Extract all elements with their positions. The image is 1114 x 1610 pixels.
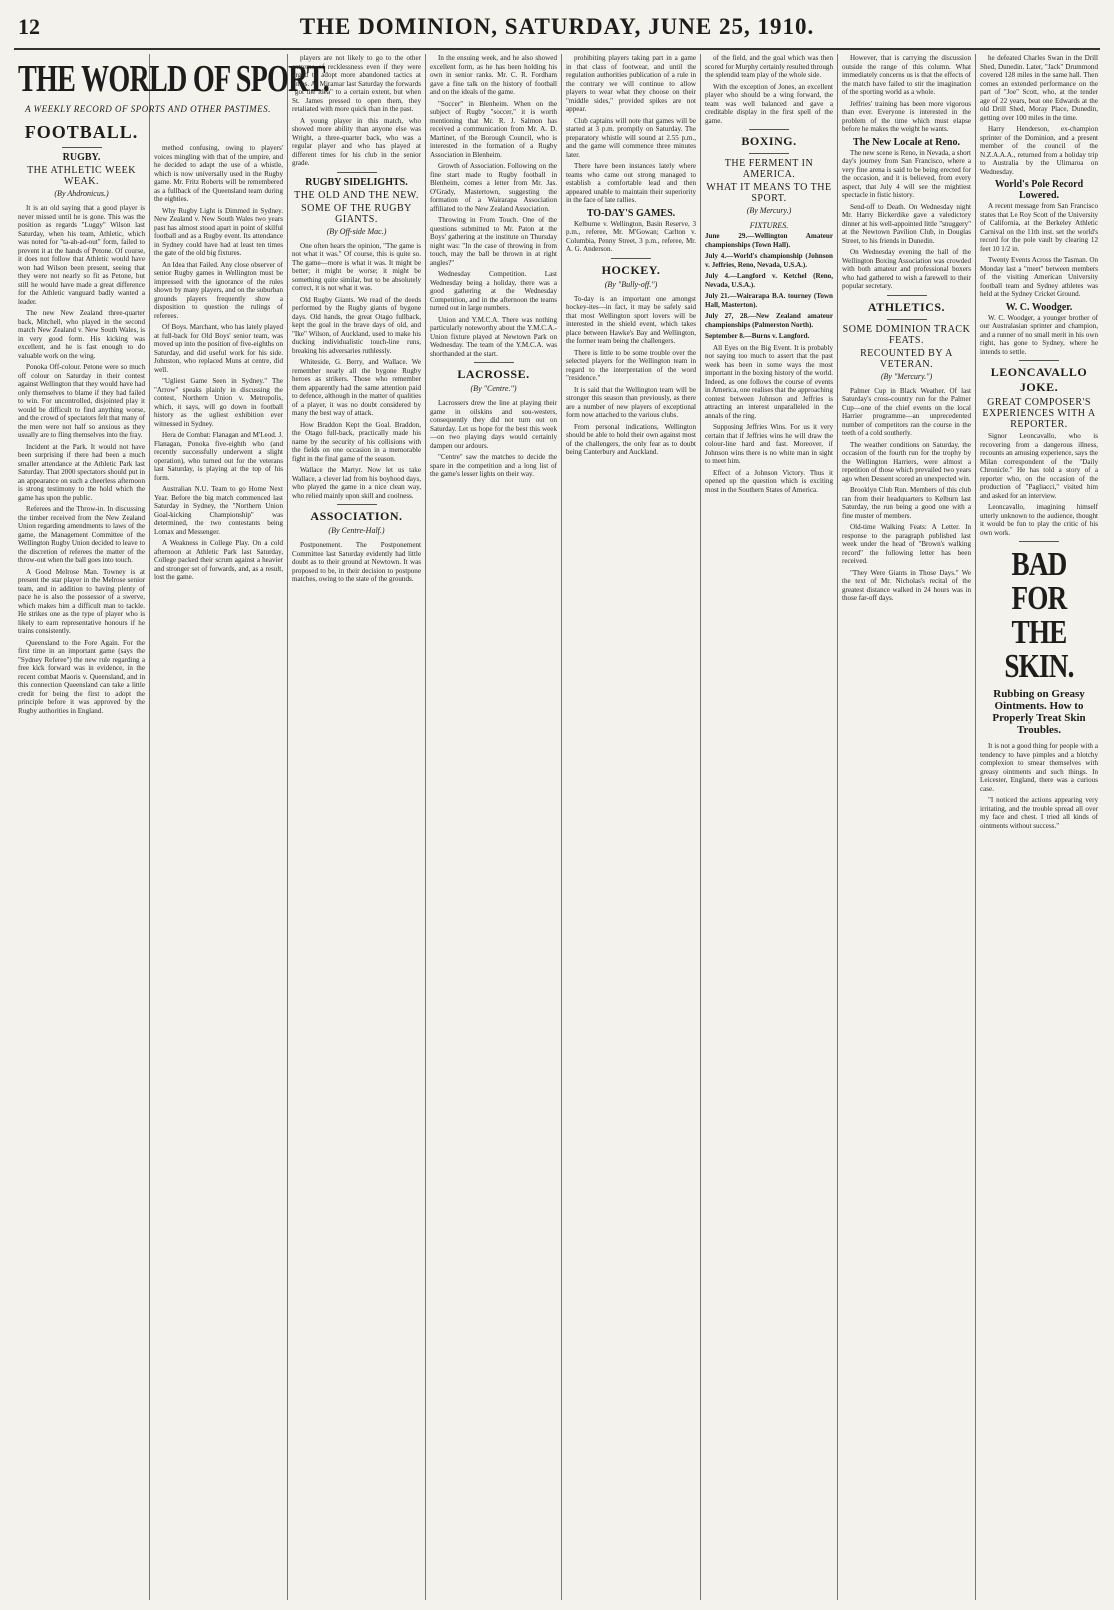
athletics-byline: (By "Mercury.") bbox=[880, 371, 933, 381]
lacrosse-heading: LACROSSE. bbox=[457, 367, 530, 381]
athletics-heading: ATHLETICS. bbox=[867, 299, 946, 314]
article-paragraph: "Ugliest Game Seen in Sydney." The "Arrow" speaks plainly in discussing the contest, Northern Union v. Metropolis, which, it says, will go down in football history as the ugliest exhibition ever witnessed in Sydney. bbox=[154, 377, 283, 428]
athletics-sub2: RECOUNTED BY A VETERAN. bbox=[860, 347, 953, 370]
article-paragraph: he defeated Charles Swan in the Drill Shed, Dunedin. Later, "Jack" Drummond covered 128 miles in the same hall. Then comes an extended performance on the part of "Joe" Scott, who, at the tender age of 22 years, beat one Edwards at the old Drill Shed, Moray Place, Dunedin, getting over 100 miles in the time. bbox=[980, 54, 1098, 122]
page-number: 12 bbox=[18, 14, 40, 39]
skin-heading: BAD FOR THE SKIN. bbox=[1004, 546, 1074, 685]
column-3 bbox=[288, 54, 425, 1602]
article-paragraph: Union and Y.M.C.A. There was nothing particularly noteworthy about the Y.M.C.A.-Union fixture played at Newtown Park on Wednesday. The team of the Y.M.C.A. was shorthanded at the start. bbox=[430, 315, 557, 358]
article-paragraph: Growth of Association. Following on the fine start made to Rugby football in Blenheim, comes a letter from Mr. Jas. O'Grady, Mastertown, suggesting the formation of a Wairarapa Association affiliated to the New Zealand Association. bbox=[430, 162, 557, 213]
article-paragraph: players are not likely to go to the other extreme of recklessness even if they were urged to adopt more abandoned tactics at times. At Miramar last Saturday the forwards "got the idea" to a certain extent, but when St. James pressed to open them, they retaliated with more quick than in the past. bbox=[292, 54, 421, 113]
article-paragraph: "Soccer" in Blenheim. When on the subject of Rugby "soccer," it is worth mentioning that Mr. R. J. Salmon has received a communication from Mr. A. D. Martinet, of the Borough Council, who is interested in the formation of a Rugby Association in Blenheim. bbox=[430, 99, 557, 159]
column-4 bbox=[426, 54, 561, 1602]
article-paragraph: Old-time Walking Feats: A Letter. In response to the paragraph published last week under the head of "Brown's walking record" the following letter has been received. bbox=[842, 523, 971, 565]
leoncavallo-heading: LEONCAVALLO JOKE. bbox=[990, 365, 1088, 394]
article-paragraph: Throwing in From Touch. One of the questions submitted to Mr. Paton at the Boys' gathering at the institute on Thursday night was: "In the case of throwing in from touch, may the ball be thrown in at right angles?" bbox=[430, 216, 557, 267]
article-paragraph: Twenty Events Across the Tasman. On Monday last a "meet" between members of the visiting American University football team and Sydney athletes was held at the Sydney Cricket Ground. bbox=[980, 256, 1098, 298]
article-paragraph: A Good Melrose Man. Towney is at present the star player in the Melrose senior team, and in addition to having plenty of pace he is also the possessor of a swerve, which makes him a difficult man to tackle. He strikes one as the type of player who is likely to earn representative honours if he trains consistently. bbox=[18, 567, 145, 635]
sidelights-sub2: SOME OF THE RUGBY GIANTS. bbox=[301, 202, 412, 225]
woodger-heading: W. C. Woodger. bbox=[1005, 301, 1073, 313]
todays-games-heading: TO-DAY'S GAMES. bbox=[586, 207, 676, 219]
article-paragraph: prohibiting players taking part in a game in that class of footwear, and until the regulation authorities publication of a rule in the contrary we will continue to allow players to wear what they choose on their "middle sides," provided spikes are not appear. bbox=[566, 54, 696, 113]
hockey-byline: (By "Bully-off.") bbox=[604, 279, 658, 289]
world-of-sport-subtitle: A WEEKLY RECORD OF SPORTS AND OTHER PASTIMES. bbox=[25, 104, 271, 114]
article-paragraph: Supposing Jeffries Wins. For us it very certain that if Jeffries wins he will draw the colour-line hard and fast. Moreover, if Johnson wins there is no white man in sight to meet him. bbox=[705, 423, 833, 465]
article-paragraph: Brooklyn Club Run. Members of this club ran from their headquarters to Kelburn last Saturday, the run being a good one with a fine muster of members. bbox=[842, 486, 971, 520]
column-2 bbox=[150, 54, 287, 1602]
article-paragraph: Wallace the Martyr. Now let us take Wallace, a clever lad from his boyhood days, who played the game in a nice clean way, who relied mainly upon skill and coolness. bbox=[292, 466, 421, 500]
article-paragraph: Leoncavallo, imagining himself utterly unknown to the audience, thought it would be fun to play the critic of his own work. bbox=[980, 503, 1098, 537]
article-paragraph: Club captains will note that games will be started at 3 p.m. promptly on Saturday. The preparatory whistle will sound at 2.55 p.m., and the game will commence three minutes later. bbox=[566, 116, 696, 159]
article-paragraph: There have been instances lately where teams who came out strong managed to establish a comfortable lead and then appeared unable to maintain their superiority in the face of late rallies. bbox=[566, 162, 696, 204]
fixture-item: June 29.—Wellington Amateur championships (Town Hall). bbox=[705, 232, 833, 249]
article-paragraph: It is an old saying that a good player is never missed until he is gone. This was the position as regards "Luggy" Wilson last Saturday, when his team, Athletic, which was noted for "ta-ah-ad-out" form, failed to prevent it at the hands of Petone. Of course, it does not follow that Athletic would have won had Wilson been present, seeing that they were not nearly so fit as Petone, but still he would have made a great difference for the Athletic vanguard badly wanted a leader. bbox=[18, 204, 145, 306]
column-6 bbox=[701, 54, 837, 1602]
article-paragraph: It is said that the Wellington team will be stronger this season than previously, as there are a number of new players of exceptional form now attached to the various clubs. bbox=[566, 385, 696, 419]
boxing-sub2: WHAT IT MEANS TO THE SPORT. bbox=[706, 182, 832, 204]
fixture-item: September 8.—Burns v. Langford. bbox=[705, 332, 810, 340]
reno-heading: The New Locale at Reno. bbox=[853, 136, 960, 148]
boxing-sub: THE FERMENT IN AMERICA. bbox=[724, 158, 814, 180]
article-paragraph: Effect of a Johnson Victory. Thus it opened up the question which is exciting most in the Southern States of America. bbox=[705, 468, 833, 494]
article-paragraph: How Braddon Kept the Goal. Braddon, the Otago full-back, practically made his name by the security of his collisions with the fields on one occasion in a memorable fight in the final game of the season. bbox=[292, 420, 421, 463]
article-paragraph: Old Rugby Giants. We read of the deeds performed by the Rugby giants of bygone days. Old hands, the great Otago fullback, kept the goal in the brave days of old, and "Ike" Wilson, of Auckland, used to make his ducking individualistic touch-line runs, breaking his adversaries ruthlessly. bbox=[292, 295, 421, 355]
article-paragraph: Wednesday Competition. Last Wednesday being a holiday, there was a good gathering at the Wednesday Competition, and in the afternoon the teams turned out in large numbers. bbox=[430, 270, 557, 312]
article-paragraph: "I noticed the actions appearing very irritating, and the trouble spread all over my face and chest. I tried all kinds of ointments without success." bbox=[980, 796, 1098, 830]
article-paragraph: On Wednesday evening the hall of the Wellington Boxing Association was crowded with both amateur and professional boxers who had gathered to wish a farewell to their popular secretary. bbox=[842, 248, 971, 290]
article-paragraph: Australian N.U. Team to go Home Next Year. Before the big match commenced last Saturday in Sydney, the "Northern Union Goal-kicking Championship" was determined, the two contestants being Lomax and Messenger. bbox=[154, 485, 283, 536]
article-paragraph: "Centre" saw the matches to decide the spare in the competition and a long list of the game's lesser lights on their way. bbox=[430, 453, 557, 478]
article-paragraph: To-day is an important one amongst hockey-ites—in fact, it may be safely said that most Wellington sport lovers will be interested in the shield event, which takes place between Hawke's Bay and Wellington, the former team being the challengers. bbox=[566, 294, 696, 345]
fixture-item: July 21.—Wairarapa B.A. tourney (Town Hall, Masterton). bbox=[705, 292, 833, 309]
article-paragraph: In the ensuing week, and he also showed excellent form, as he has been holding his own in senior ranks. Mr. C. R. Fordham gave a fine talk on the history of football and on the ideals of the game. bbox=[430, 54, 557, 96]
article-paragraph: An Idea that Failed. Any close observer of senior Rugby games in Wellington must be impressed with the ignorance of the rules shown by many players, and on the suburban grounds players frequently show a disposition to question the rulings of referees. bbox=[154, 260, 283, 320]
article-paragraph: Of Boys. Marchant, who has lately played at full-back for Old Boys' senior team, was moved up into the position of five-eighths on Saturday, and did useful work for his side. Johnston, who replaced Muns at centre, did well. bbox=[154, 323, 283, 374]
article-paragraph: It is not a good thing for people with a tendency to have pimples and a blotchy complexion to smear themselves with greasy ointments and such things. In Leicester, England, there was a curious case. bbox=[980, 742, 1098, 793]
column-5 bbox=[562, 54, 700, 1602]
column-8 bbox=[976, 54, 1102, 1602]
article-paragraph: One often hears the opinion, "The game is not what it was." Of course, this is quite so. The game—more is what it was. It might be better; it might be worse; it might be something quite similar, but to be absolutely correct, it is not what it was. bbox=[292, 241, 421, 292]
column-7 bbox=[838, 54, 975, 1602]
article-paragraph: However, that is carrying the discussion outside the range of this column. What immediately concerns us is that the effects of the match have failed to stir the imagination of the sporting world as a whole. bbox=[842, 54, 971, 96]
boxing-byline: (By Mercury.) bbox=[746, 206, 792, 215]
football-byline: (By Ahdronicus.) bbox=[54, 189, 109, 198]
association-byline: (By Centre-Half.) bbox=[328, 526, 385, 535]
article-paragraph: Jeffries' training has been more vigorous than ever. Everyone is interested in the problem of the time which must elapse before he makes the weight he wants. bbox=[842, 99, 971, 133]
article-paragraph: Queensland to the Fore Again. For the first time in an important game (says the "Sydney Referee") the new rule regarding a free kick forward was in evidence, in the recent combat Maoris v. Queensland, and in this connection Queensland can take a little credit for being the first to adopt the principle before it was approved by the Rugby authorities in England. bbox=[18, 638, 145, 715]
article-paragraph: With the exception of Jones, an excellent player who should be a wing forward, the team was well balanced and gave a creditable display in the first spell of the game. bbox=[705, 82, 833, 125]
article-paragraph: The weather conditions on Saturday, the occasion of the fourth run for the trophy by the Wellington Harriers, were almost a repetition of those which prevailed two years ago when Dessent scored an unexpected win. bbox=[842, 440, 971, 483]
fixture-item: July 4.—Langford v. Ketchel (Reno, Nevada, U.S.A.). bbox=[705, 272, 833, 289]
article-paragraph: All Eyes on the Big Event. It is probably not saying too much to assert that the past week has been in some ways the most important in the boxing history of the world. Indeed, as one follows the course of events in America, one realises that the approaching contest between Johnson and Jeffries is attracting an interest unparalleled in the annals of the ring. bbox=[705, 343, 833, 420]
lacrosse-byline: (By "Centre.") bbox=[470, 384, 517, 393]
article-paragraph: Whiteside, G. Berry, and Wallace. We remember nearly all the bygone Rugby heroes as strikers. Those who remember them apparently had the same attention paid to defence, although in the matter of qualities of a player, it was no doubt considered by many the best way of attack. bbox=[292, 358, 421, 417]
article-paragraph: Why Rugby Light is Dimmed in Sydney. New Zealand v. New South Wales two years past has almost stood apart in point of skilful football and as a Rugby event. Its attendance in Sydney could have had at least ten times the gate of the old big fixtures. bbox=[154, 206, 283, 257]
article-paragraph: method confusing, owing to players' voices mingling with that of the umpire, and he decided to adapt the use of a whistle, which is now universally used in the Rugby game. Mr. Fritz Roberts will be remembered as a fullback of the Queensland team during the eighties. bbox=[154, 144, 283, 203]
article-paragraph: Postponement. The Postponement Committee last Saturday evidently had little doubt as to their ground at Newtown. It was proposed to be, in their decision to postpone matches, owing to the state of the grounds. bbox=[292, 541, 421, 583]
article-paragraph: Send-off to Death. On Wednesday night Mr. Harry Bickerdike gave a valedictory dinner at his well-appointed little "snuggery" at the Newtown Pavilion Club, in Douglas Street, to his friends in Dunedin. bbox=[842, 202, 971, 245]
fixture-item: July 4.—World's championship (Johnson v. Jeffries, Reno, Nevada, U.S.A.). bbox=[705, 252, 833, 269]
athletics-sub: SOME DOMINION TRACK FEATS. bbox=[842, 323, 971, 346]
todays-games-text: Kelburne v. Wellington, Basin Reserve, 3 p.m., referee, Mr. M'Gowan; Carlton v. Columbia, Penny Street, 3 p.m., referee, Mr. A. G. Anderson. bbox=[566, 219, 696, 253]
article-paragraph: Harry Henderson, ex-champion sprinter of the Dominion, and a present member of the council of the N.Z.A.A.A., returned from a holiday trip to Australia by the Ulimaroa on Wednesday. bbox=[980, 125, 1098, 176]
leoncavallo-sub: GREAT COMPOSER'S EXPERIENCES WITH A REPORTER. bbox=[982, 397, 1096, 430]
hockey-heading: HOCKEY. bbox=[601, 262, 661, 277]
article-paragraph: W. C. Woodger, a younger brother of our Australasian sprinter and champion, and a runner of no small merit in his own right, has gone to Sydney, where he intends to settle. bbox=[980, 313, 1098, 356]
article-paragraph: Signor Leoncavallo, who is recovering from a dangerous illness, recounts an amusing experience, says the Milan correspondent of the "Daily Chronicle." He has told a story of a reporter who, on the occasion of the production of "Pagliacci," visited him and asked for an interview. bbox=[980, 432, 1098, 500]
article-paragraph: A young player in this match, who showed more ability than anyone else was Wright, a three-quarter back, who was a regular player and who has played at different times for his club in the senior grade. bbox=[292, 116, 421, 167]
article-paragraph: Ponoka Off-colour. Petone were so much off colour on Saturday in their contest against Wellington that they would have had only themselves to blame if they had failed to win. For uncontrolled, disjointed play it would be difficult to find anything worse, and the crowd of spectators felt that many of the men were not half so anxious as they usually are to fling themselves into the fray. bbox=[18, 363, 145, 439]
article-paragraph: The new scene is Reno, in Nevada, a short day's journey from San Francisco, where a very fine arena is said to be being erected for the occasion, and it is believed, from every aspect, that July 4 will see the mightiest spectacle in fistic history. bbox=[842, 148, 971, 199]
sidelights-sub1: THE OLD AND THE NEW. bbox=[294, 189, 419, 201]
article-paragraph: of the field, and the goal which was then scored for Murphy certainly resulted through the splendid team play of the whole side. bbox=[705, 54, 833, 79]
association-heading: ASSOCIATION. bbox=[310, 509, 403, 523]
world-of-sport-title: THE WORLD OF SPORT. bbox=[18, 58, 329, 100]
football-heading: FOOTBALL. bbox=[24, 122, 139, 142]
pole-record-heading: World's Pole Record Lowered. bbox=[994, 179, 1084, 201]
sidelights-heading: RUGBY SIDELIGHTS. bbox=[305, 176, 408, 188]
fixtures-heading: FIXTURES. bbox=[749, 221, 789, 230]
masthead bbox=[14, 8, 1100, 50]
article-paragraph: Lacrossers drew the line at playing their game in oilskins and sou-westers, consequently they did not turn out on Saturday. Let us hope for the best this week—on two playing days would certainly dampen our ardours. bbox=[430, 399, 557, 450]
article-paragraph: Referees and the Throw-in. In discussing the timber received from the New Zealand Union regarding amendments to laws of the game, the Management Committee of the Wellington Rugby Union decided to leave to the discretion of referees the matter of the throw-out when the ball goes into touch. bbox=[18, 505, 145, 564]
athletic-week-headline: THE ATHLETIC WEEK WEAK. bbox=[27, 165, 136, 187]
article-paragraph: Palmer Cup in Black Weather. Of last Saturday's cross-country run for the Palmer Cup—one of the chief events on the local Harrier programme—an unprecedented number of competitors ran the course in the teeth of a cold southerly. bbox=[842, 386, 971, 437]
fixture-item: July 27, 28.—New Zealand amateur championships (Palmerston North). bbox=[705, 312, 833, 329]
newspaper-title: THE DOMINION, SATURDAY, JUNE 25, 1910. bbox=[299, 14, 815, 39]
article-paragraph: There is little to be some trouble over the selected players for the Wellington team in regard to the interpretation of the word "residence." bbox=[566, 348, 696, 382]
article-paragraph: A recent message from San Francisco states that Le Roy Scott of the University of California, at the Berkeley Athletic Carnival on the 11th inst. set the world's record for the pole vault by clearing 12 feet 10 1/2 in. bbox=[980, 202, 1098, 253]
article-paragraph: Hera de Combat: Flanagan and M'Leod. J. Flanagan, Ponoka five-eighth who (and recently successfully underwent a slight operation), who turned out for the veterans last Saturday, is playing at the top of his form. bbox=[154, 431, 283, 482]
sidelights-byline: (By Off-side Mac.) bbox=[326, 226, 387, 236]
article-paragraph: From personal indications, Wellington should be able to hold their own against most of the challengers, the only fear as to doubt being Canterbury and Auckland. bbox=[566, 422, 696, 456]
boxing-heading: BOXING. bbox=[741, 134, 797, 148]
article-paragraph: A Weakness in College Play. On a cold afternoon at Athletic Park last Saturday, College packed their scrum against a heavier and stronger set of forwards, and, as a result, lost the game. bbox=[154, 539, 283, 581]
rugby-heading: RUGBY. bbox=[62, 152, 101, 163]
article-paragraph: The new New Zealand three-quarter back, Mitchell, who played in the second match New Zealand v. New South Wales, is in very good form. His kicking was excellent, and he is fast enough to do valuable work on the wing. bbox=[18, 309, 145, 360]
article-paragraph: Incident at the Park. It would not have been surprising if there had been a much smaller attendance at the Athletic Park last Saturday. That 2000 spectators should put in an appearance on such a cheerless afternoon is strong testimony to the hold which the game has upon the public. bbox=[18, 442, 145, 502]
skin-sub: Rubbing on Greasy Ointments. How to Properly Treat Skin Troubles. bbox=[992, 688, 1086, 736]
article-paragraph: "They Were Giants in Those Days." We the text of Mr. Nicholas's recital of the greatest distance walked in 24 hours was in those far-off days. bbox=[842, 568, 971, 602]
